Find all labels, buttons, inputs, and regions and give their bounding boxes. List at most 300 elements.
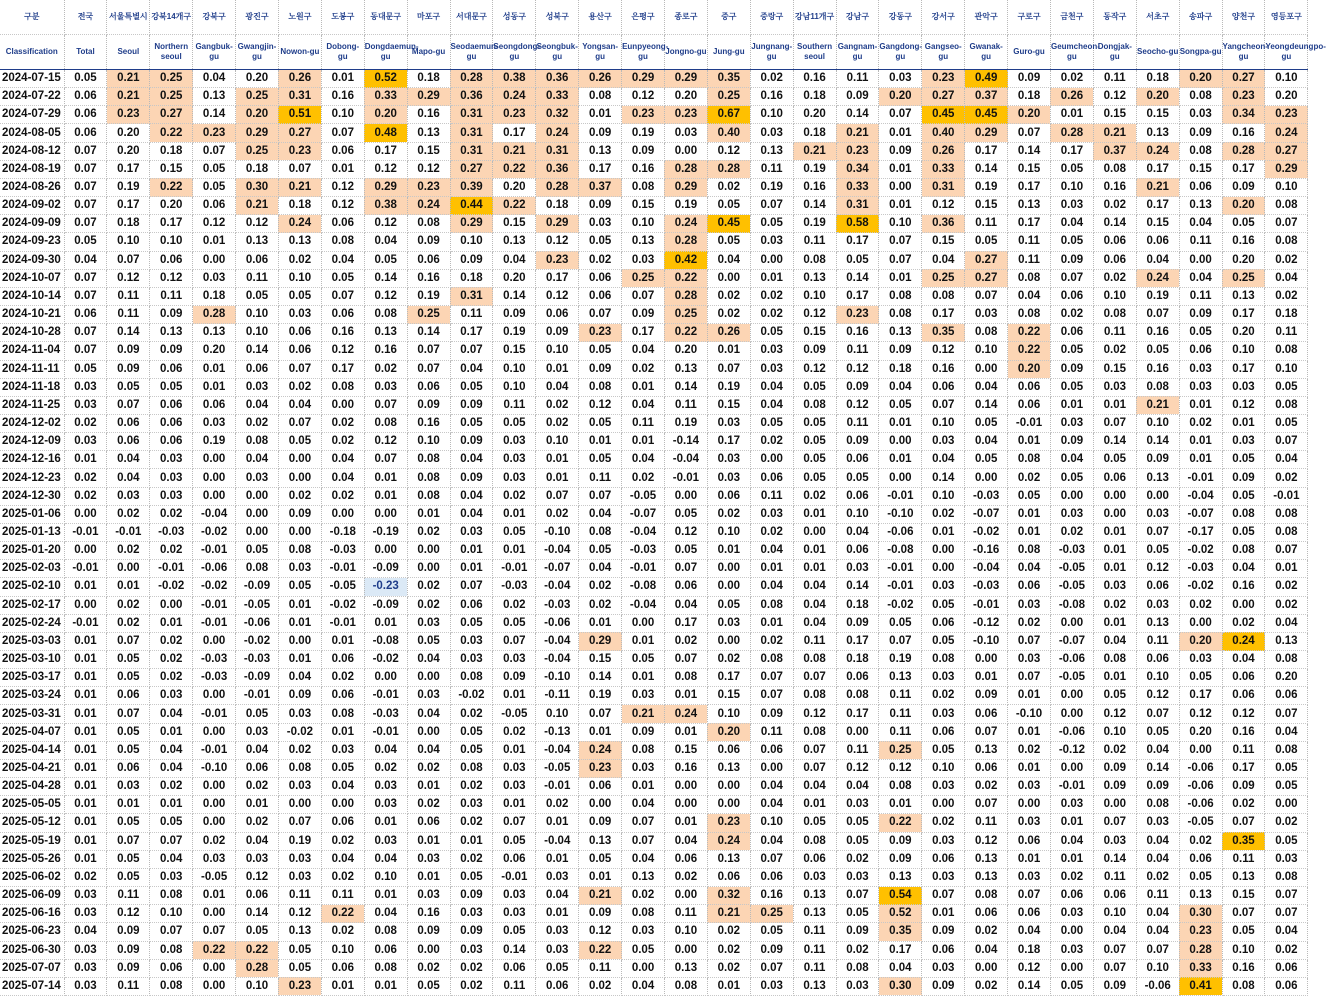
value-cell[interactable]: 0.00 — [193, 814, 236, 832]
value-cell[interactable]: 0.05 — [707, 596, 750, 614]
value-cell[interactable]: 0.30 — [1179, 905, 1222, 923]
value-cell[interactable]: -0.03 — [364, 705, 407, 723]
value-cell[interactable]: 0.07 — [493, 814, 536, 832]
value-cell[interactable]: 0.07 — [107, 832, 150, 850]
value-cell[interactable]: 0.01 — [193, 360, 236, 378]
value-cell[interactable]: 0.12 — [407, 160, 450, 178]
value-cell[interactable]: 0.03 — [64, 378, 107, 396]
value-cell[interactable]: 0.04 — [622, 977, 665, 995]
value-cell[interactable]: 0.04 — [364, 741, 407, 759]
value-cell[interactable]: 0.06 — [1050, 324, 1093, 342]
value-cell[interactable]: 0.01 — [150, 614, 193, 632]
value-cell[interactable]: 0.04 — [836, 778, 879, 796]
value-cell[interactable]: 0.09 — [107, 923, 150, 941]
value-cell[interactable]: 0.02 — [1050, 868, 1093, 886]
value-cell[interactable]: 0.01 — [321, 632, 364, 650]
value-cell[interactable]: 0.20 — [1008, 106, 1051, 124]
value-cell[interactable]: 0.27 — [965, 269, 1008, 287]
value-cell[interactable]: 0.05 — [236, 705, 279, 723]
value-cell[interactable]: 0.29 — [622, 70, 665, 88]
value-cell[interactable]: 0.06 — [1093, 887, 1136, 905]
value-cell[interactable]: -0.01 — [364, 723, 407, 741]
value-cell[interactable]: 0.05 — [1265, 759, 1308, 777]
value-cell[interactable]: 0.02 — [493, 487, 536, 505]
value-cell[interactable]: 0.09 — [836, 378, 879, 396]
value-cell[interactable]: 0.11 — [879, 705, 922, 723]
value-cell[interactable]: 0.01 — [1008, 433, 1051, 451]
value-cell[interactable]: 0.03 — [64, 941, 107, 959]
value-cell[interactable]: 0.10 — [793, 287, 836, 305]
value-cell[interactable]: 0.16 — [1222, 578, 1265, 596]
value-cell[interactable]: 0.08 — [1265, 505, 1308, 523]
value-cell[interactable]: 0.14 — [1093, 433, 1136, 451]
value-cell[interactable]: 0.08 — [407, 215, 450, 233]
value-cell[interactable]: 0.03 — [450, 523, 493, 541]
value-cell[interactable]: 0.06 — [321, 959, 364, 977]
value-cell[interactable]: 0.25 — [879, 741, 922, 759]
value-cell[interactable]: 0.04 — [278, 396, 321, 414]
value-cell[interactable]: 0.07 — [965, 723, 1008, 741]
value-cell[interactable]: 0.05 — [64, 70, 107, 88]
value-cell[interactable]: 0.06 — [922, 723, 965, 741]
value-cell[interactable]: 0.02 — [1093, 342, 1136, 360]
value-cell[interactable]: 0.03 — [364, 778, 407, 796]
value-cell[interactable]: 0.01 — [321, 977, 364, 995]
value-cell[interactable]: 0.02 — [1008, 469, 1051, 487]
value-cell[interactable]: -0.07 — [622, 505, 665, 523]
value-cell[interactable]: 0.17 — [450, 324, 493, 342]
value-cell[interactable]: 0.05 — [1265, 778, 1308, 796]
value-cell[interactable]: 0.11 — [493, 977, 536, 995]
value-cell[interactable]: 0.05 — [493, 614, 536, 632]
value-cell[interactable]: 0.04 — [364, 850, 407, 868]
value-cell[interactable]: -0.04 — [622, 596, 665, 614]
value-cell[interactable]: 0.05 — [1050, 233, 1093, 251]
value-cell[interactable]: 0.00 — [278, 469, 321, 487]
value-cell[interactable]: 0.01 — [622, 632, 665, 650]
value-cell[interactable]: 0.12 — [236, 215, 279, 233]
value-cell[interactable]: 0.00 — [193, 723, 236, 741]
value-cell[interactable]: 0.06 — [321, 651, 364, 669]
value-cell[interactable]: 0.02 — [922, 814, 965, 832]
value-cell[interactable]: 0.03 — [278, 705, 321, 723]
value-cell[interactable]: 0.03 — [922, 832, 965, 850]
value-cell[interactable]: 0.12 — [1136, 560, 1179, 578]
value-cell[interactable]: 0.40 — [922, 124, 965, 142]
value-cell[interactable]: 0.06 — [1222, 669, 1265, 687]
value-cell[interactable]: 0.00 — [1050, 487, 1093, 505]
value-cell[interactable]: 0.03 — [1136, 505, 1179, 523]
value-cell[interactable]: 0.36 — [450, 88, 493, 106]
value-cell[interactable]: -0.01 — [150, 560, 193, 578]
value-cell[interactable]: 0.02 — [579, 596, 622, 614]
value-cell[interactable]: 0.17 — [150, 215, 193, 233]
value-cell[interactable]: 0.03 — [493, 778, 536, 796]
value-cell[interactable]: 0.02 — [1050, 523, 1093, 541]
value-cell[interactable]: 0.08 — [364, 414, 407, 432]
value-cell[interactable]: 0.19 — [965, 178, 1008, 196]
value-cell[interactable]: 0.12 — [364, 287, 407, 305]
value-cell[interactable]: 0.07 — [493, 632, 536, 650]
value-cell[interactable]: -0.06 — [1050, 723, 1093, 741]
value-cell[interactable]: 0.13 — [793, 905, 836, 923]
value-cell[interactable]: 0.07 — [1222, 905, 1265, 923]
value-cell[interactable]: 0.09 — [836, 433, 879, 451]
value-cell[interactable]: 0.07 — [579, 705, 622, 723]
value-cell[interactable]: 0.05 — [536, 959, 579, 977]
row-date-cell[interactable]: 2025-04-07 — [0, 723, 64, 741]
value-cell[interactable]: 0.01 — [1008, 723, 1051, 741]
value-cell[interactable]: -0.01 — [879, 487, 922, 505]
value-cell[interactable]: 0.09 — [450, 469, 493, 487]
value-cell[interactable]: 0.01 — [579, 106, 622, 124]
value-cell[interactable]: 0.09 — [622, 306, 665, 324]
value-cell[interactable]: -0.01 — [879, 578, 922, 596]
value-cell[interactable]: 0.27 — [150, 106, 193, 124]
value-cell[interactable]: 0.00 — [1093, 796, 1136, 814]
value-cell[interactable]: 0.16 — [364, 342, 407, 360]
value-cell[interactable]: 0.36 — [536, 70, 579, 88]
value-cell[interactable]: 0.09 — [579, 814, 622, 832]
value-cell[interactable]: 0.10 — [1222, 941, 1265, 959]
value-cell[interactable]: 0.23 — [536, 251, 579, 269]
value-cell[interactable]: -0.07 — [965, 505, 1008, 523]
value-cell[interactable]: 0.01 — [407, 832, 450, 850]
value-cell[interactable]: 0.09 — [1050, 433, 1093, 451]
value-cell[interactable]: 0.03 — [664, 124, 707, 142]
value-cell[interactable]: 0.02 — [707, 959, 750, 977]
value-cell[interactable]: 0.04 — [407, 705, 450, 723]
value-cell[interactable]: 0.01 — [364, 469, 407, 487]
value-cell[interactable]: 0.31 — [278, 88, 321, 106]
value-cell[interactable]: 0.01 — [493, 687, 536, 705]
value-cell[interactable]: 0.02 — [321, 433, 364, 451]
value-cell[interactable]: 0.01 — [879, 451, 922, 469]
value-cell[interactable]: -0.05 — [1050, 560, 1093, 578]
value-cell[interactable]: 0.18 — [879, 360, 922, 378]
value-cell[interactable]: 0.09 — [750, 705, 793, 723]
value-cell[interactable]: 0.15 — [1008, 160, 1051, 178]
value-cell[interactable]: 0.10 — [1222, 342, 1265, 360]
value-cell[interactable]: 0.25 — [236, 88, 279, 106]
value-cell[interactable]: 0.00 — [750, 251, 793, 269]
value-cell[interactable]: 0.01 — [407, 505, 450, 523]
value-cell[interactable]: -0.06 — [879, 523, 922, 541]
value-cell[interactable]: 0.04 — [750, 396, 793, 414]
value-cell[interactable]: 0.08 — [236, 560, 279, 578]
value-cell[interactable]: 0.05 — [1050, 160, 1093, 178]
value-cell[interactable]: 0.05 — [1050, 977, 1093, 995]
value-cell[interactable]: 0.06 — [107, 759, 150, 777]
value-cell[interactable]: 0.05 — [1136, 542, 1179, 560]
value-cell[interactable]: 0.28 — [450, 70, 493, 88]
value-cell[interactable]: -0.06 — [1179, 796, 1222, 814]
value-cell[interactable]: -0.03 — [965, 487, 1008, 505]
value-cell[interactable]: 0.00 — [193, 469, 236, 487]
value-cell[interactable]: 0.07 — [64, 287, 107, 305]
value-cell[interactable]: 0.03 — [150, 687, 193, 705]
value-cell[interactable]: 0.02 — [707, 923, 750, 941]
value-cell[interactable]: 0.04 — [1050, 832, 1093, 850]
value-cell[interactable]: 0.29 — [407, 88, 450, 106]
value-cell[interactable]: 0.11 — [1093, 324, 1136, 342]
value-cell[interactable]: 0.07 — [407, 342, 450, 360]
value-cell[interactable]: 0.04 — [750, 542, 793, 560]
value-cell[interactable]: 0.03 — [879, 70, 922, 88]
value-cell[interactable]: 0.12 — [536, 287, 579, 305]
value-cell[interactable]: 0.04 — [236, 741, 279, 759]
value-cell[interactable]: 0.45 — [707, 215, 750, 233]
value-cell[interactable]: 0.37 — [1093, 142, 1136, 160]
value-cell[interactable]: 0.10 — [664, 923, 707, 941]
value-cell[interactable]: 0.22 — [236, 941, 279, 959]
value-cell[interactable]: 0.22 — [1008, 324, 1051, 342]
value-cell[interactable]: 0.08 — [278, 542, 321, 560]
value-cell[interactable]: 0.16 — [407, 269, 450, 287]
value-cell[interactable]: 0.08 — [236, 433, 279, 451]
value-cell[interactable]: 0.03 — [622, 923, 665, 941]
value-cell[interactable]: 0.03 — [1050, 414, 1093, 432]
value-cell[interactable]: 0.04 — [622, 451, 665, 469]
value-cell[interactable]: 0.01 — [1008, 850, 1051, 868]
value-cell[interactable]: 0.12 — [707, 142, 750, 160]
value-cell[interactable]: 0.12 — [836, 360, 879, 378]
value-cell[interactable]: 0.06 — [407, 251, 450, 269]
value-cell[interactable]: 0.02 — [407, 578, 450, 596]
value-cell[interactable]: 0.14 — [1008, 142, 1051, 160]
value-cell[interactable]: 0.00 — [193, 796, 236, 814]
value-cell[interactable]: 0.04 — [622, 396, 665, 414]
value-cell[interactable]: 0.02 — [536, 796, 579, 814]
value-cell[interactable]: 0.10 — [407, 433, 450, 451]
value-cell[interactable]: 0.15 — [1136, 106, 1179, 124]
value-cell[interactable]: -0.01 — [536, 778, 579, 796]
value-cell[interactable]: 0.07 — [278, 814, 321, 832]
value-cell[interactable]: 0.05 — [364, 251, 407, 269]
value-cell[interactable]: 0.01 — [364, 814, 407, 832]
value-cell[interactable]: 0.08 — [750, 596, 793, 614]
value-cell[interactable]: 0.06 — [707, 741, 750, 759]
value-cell[interactable]: 0.15 — [707, 687, 750, 705]
value-cell[interactable]: 0.08 — [1179, 88, 1222, 106]
value-cell[interactable]: 0.00 — [622, 614, 665, 632]
value-cell[interactable]: 0.08 — [1265, 233, 1308, 251]
value-cell[interactable]: 0.13 — [1222, 868, 1265, 886]
value-cell[interactable]: 0.19 — [879, 651, 922, 669]
value-cell[interactable]: 0.09 — [450, 396, 493, 414]
value-cell[interactable]: 0.07 — [193, 142, 236, 160]
value-cell[interactable]: 0.07 — [750, 850, 793, 868]
value-cell[interactable]: 0.37 — [965, 88, 1008, 106]
value-cell[interactable]: 0.01 — [64, 778, 107, 796]
value-cell[interactable]: 0.12 — [364, 433, 407, 451]
value-cell[interactable]: 0.26 — [707, 324, 750, 342]
value-cell[interactable]: 0.22 — [193, 941, 236, 959]
value-cell[interactable]: 0.05 — [321, 269, 364, 287]
value-cell[interactable]: 0.02 — [278, 487, 321, 505]
value-cell[interactable]: 0.21 — [836, 124, 879, 142]
value-cell[interactable]: 0.08 — [364, 959, 407, 977]
value-cell[interactable]: 0.03 — [1179, 378, 1222, 396]
value-cell[interactable]: 0.04 — [64, 251, 107, 269]
value-cell[interactable]: 0.05 — [793, 378, 836, 396]
row-date-cell[interactable]: 2025-03-31 — [0, 705, 64, 723]
value-cell[interactable]: 0.24 — [1222, 632, 1265, 650]
value-cell[interactable]: 0.14 — [193, 106, 236, 124]
value-cell[interactable]: 0.24 — [407, 197, 450, 215]
value-cell[interactable]: -0.03 — [965, 578, 1008, 596]
value-cell[interactable]: 0.11 — [1008, 233, 1051, 251]
value-cell[interactable]: 0.09 — [1093, 778, 1136, 796]
value-cell[interactable]: 0.09 — [1050, 251, 1093, 269]
value-cell[interactable]: 0.07 — [107, 705, 150, 723]
value-cell[interactable]: 0.04 — [1008, 923, 1051, 941]
value-cell[interactable]: 0.07 — [622, 832, 665, 850]
value-cell[interactable]: 0.08 — [150, 941, 193, 959]
value-cell[interactable]: 0.02 — [579, 251, 622, 269]
value-cell[interactable]: -0.05 — [536, 759, 579, 777]
value-cell[interactable]: 0.10 — [879, 215, 922, 233]
row-date-cell[interactable]: 2025-05-19 — [0, 832, 64, 850]
value-cell[interactable]: -0.01 — [879, 560, 922, 578]
value-cell[interactable]: 0.06 — [836, 669, 879, 687]
value-cell[interactable]: 0.03 — [364, 796, 407, 814]
value-cell[interactable]: 0.13 — [707, 759, 750, 777]
value-cell[interactable]: 0.05 — [1222, 451, 1265, 469]
value-cell[interactable]: 0.04 — [1222, 560, 1265, 578]
value-cell[interactable]: 0.16 — [321, 324, 364, 342]
value-cell[interactable]: 0.04 — [707, 251, 750, 269]
value-cell[interactable]: 0.13 — [193, 88, 236, 106]
value-cell[interactable]: -0.04 — [536, 578, 579, 596]
value-cell[interactable]: 0.03 — [278, 560, 321, 578]
value-cell[interactable]: 0.01 — [493, 542, 536, 560]
value-cell[interactable]: 0.12 — [836, 396, 879, 414]
value-cell[interactable]: 0.08 — [793, 651, 836, 669]
value-cell[interactable]: -0.03 — [1179, 560, 1222, 578]
value-cell[interactable]: 0.00 — [707, 578, 750, 596]
value-cell[interactable]: 0.12 — [1093, 88, 1136, 106]
value-cell[interactable]: 0.03 — [1050, 197, 1093, 215]
value-cell[interactable]: 0.06 — [107, 433, 150, 451]
value-cell[interactable]: 0.18 — [236, 160, 279, 178]
value-cell[interactable]: 0.01 — [1093, 669, 1136, 687]
value-cell[interactable]: 0.06 — [150, 360, 193, 378]
value-cell[interactable]: 0.02 — [150, 651, 193, 669]
value-cell[interactable]: 0.10 — [1093, 287, 1136, 305]
value-cell[interactable]: 0.01 — [64, 651, 107, 669]
value-cell[interactable]: 0.28 — [193, 306, 236, 324]
value-cell[interactable]: 0.12 — [1179, 705, 1222, 723]
value-cell[interactable]: 0.31 — [450, 287, 493, 305]
value-cell[interactable]: 0.17 — [493, 124, 536, 142]
value-cell[interactable]: -0.02 — [965, 523, 1008, 541]
value-cell[interactable]: 0.05 — [922, 596, 965, 614]
value-cell[interactable]: 0.02 — [707, 505, 750, 523]
value-cell[interactable]: 0.08 — [793, 396, 836, 414]
value-cell[interactable]: 0.09 — [922, 977, 965, 995]
value-cell[interactable]: 0.08 — [793, 832, 836, 850]
value-cell[interactable]: 0.10 — [707, 523, 750, 541]
value-cell[interactable]: 0.03 — [922, 959, 965, 977]
value-cell[interactable]: 0.27 — [450, 160, 493, 178]
value-cell[interactable]: 0.44 — [450, 197, 493, 215]
value-cell[interactable]: 0.02 — [707, 306, 750, 324]
value-cell[interactable]: 0.38 — [493, 70, 536, 88]
value-cell[interactable]: 0.35 — [707, 70, 750, 88]
value-cell[interactable]: 0.07 — [536, 487, 579, 505]
value-cell[interactable]: 0.03 — [407, 614, 450, 632]
value-cell[interactable]: 0.17 — [1222, 160, 1265, 178]
value-cell[interactable]: 0.05 — [579, 233, 622, 251]
value-cell[interactable]: 0.17 — [1008, 215, 1051, 233]
value-cell[interactable]: 0.06 — [707, 487, 750, 505]
value-cell[interactable]: 0.01 — [321, 70, 364, 88]
value-cell[interactable]: 0.06 — [321, 215, 364, 233]
value-cell[interactable]: 0.00 — [879, 469, 922, 487]
value-cell[interactable]: 0.04 — [1265, 614, 1308, 632]
value-cell[interactable]: 0.04 — [150, 741, 193, 759]
value-cell[interactable]: 0.17 — [836, 705, 879, 723]
row-date-cell[interactable]: 2025-06-16 — [0, 905, 64, 923]
value-cell[interactable]: 0.14 — [836, 106, 879, 124]
value-cell[interactable]: 0.00 — [707, 778, 750, 796]
value-cell[interactable]: 0.20 — [1222, 324, 1265, 342]
value-cell[interactable]: 0.06 — [1179, 178, 1222, 196]
value-cell[interactable]: 0.00 — [922, 560, 965, 578]
value-cell[interactable]: 0.09 — [836, 88, 879, 106]
value-cell[interactable]: 0.08 — [965, 324, 1008, 342]
value-cell[interactable]: 0.01 — [64, 632, 107, 650]
value-cell[interactable]: 0.07 — [1136, 523, 1179, 541]
value-cell[interactable]: 0.07 — [879, 632, 922, 650]
value-cell[interactable]: 0.04 — [321, 850, 364, 868]
value-cell[interactable]: 0.04 — [1008, 560, 1051, 578]
value-cell[interactable]: 0.14 — [836, 578, 879, 596]
value-cell[interactable]: 0.01 — [1265, 560, 1308, 578]
value-cell[interactable]: 0.26 — [1050, 88, 1093, 106]
value-cell[interactable]: 0.03 — [922, 868, 965, 886]
value-cell[interactable]: 0.12 — [793, 705, 836, 723]
value-cell[interactable]: -0.18 — [321, 523, 364, 541]
value-cell[interactable]: 0.01 — [64, 796, 107, 814]
value-cell[interactable]: 0.01 — [579, 723, 622, 741]
value-cell[interactable]: 0.42 — [664, 251, 707, 269]
value-cell[interactable]: 0.09 — [750, 941, 793, 959]
value-cell[interactable]: 0.07 — [836, 887, 879, 905]
value-cell[interactable]: 0.06 — [965, 905, 1008, 923]
value-cell[interactable]: 0.05 — [150, 814, 193, 832]
value-cell[interactable]: 0.11 — [879, 687, 922, 705]
value-cell[interactable]: 0.36 — [922, 215, 965, 233]
value-cell[interactable]: 0.08 — [321, 705, 364, 723]
value-cell[interactable]: 0.08 — [879, 287, 922, 305]
value-cell[interactable]: 0.39 — [450, 178, 493, 196]
value-cell[interactable]: 0.15 — [664, 741, 707, 759]
value-cell[interactable]: 0.03 — [1093, 578, 1136, 596]
value-cell[interactable]: -0.02 — [879, 596, 922, 614]
value-cell[interactable]: 0.12 — [922, 342, 965, 360]
value-cell[interactable]: -0.03 — [150, 523, 193, 541]
value-cell[interactable]: 0.06 — [836, 451, 879, 469]
value-cell[interactable]: 0.06 — [1008, 905, 1051, 923]
value-cell[interactable]: 0.06 — [793, 850, 836, 868]
value-cell[interactable]: 0.16 — [1222, 723, 1265, 741]
value-cell[interactable]: 0.01 — [64, 832, 107, 850]
value-cell[interactable]: 0.20 — [879, 88, 922, 106]
value-cell[interactable]: 0.01 — [1008, 687, 1051, 705]
value-cell[interactable]: 0.06 — [278, 342, 321, 360]
